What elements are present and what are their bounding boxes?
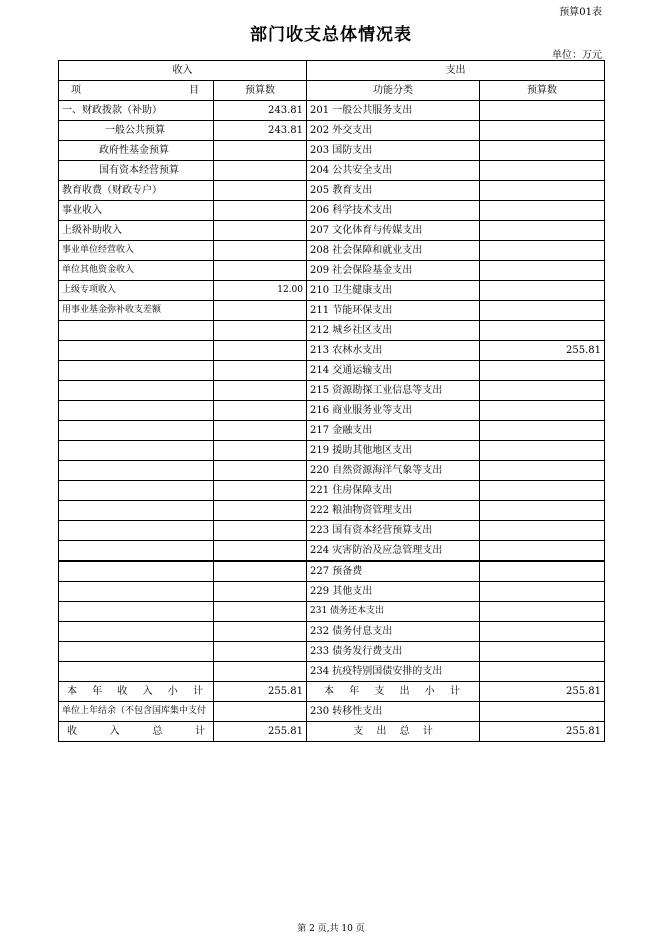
expense-value xyxy=(480,461,605,481)
income-value xyxy=(214,261,307,281)
income-item xyxy=(59,421,214,441)
income-item: 上级补助收入 xyxy=(59,221,214,241)
expense-item: 220 自然资源海洋气象等支出 xyxy=(307,461,480,481)
expense-item: 202 外交支出 xyxy=(307,121,480,141)
expense-item: 231 债务还本支出 xyxy=(307,602,480,622)
expense-value xyxy=(480,121,605,141)
income-item xyxy=(59,401,214,421)
expense-item: 214 交通运输支出 xyxy=(307,361,480,381)
income-value xyxy=(214,181,307,201)
income-item xyxy=(59,341,214,361)
table-row xyxy=(59,201,605,221)
income-item xyxy=(59,642,214,662)
expense-item: 224 灾害防治及应急管理支出 xyxy=(307,541,480,562)
income-total-char-2: 入 xyxy=(109,726,120,737)
table-row xyxy=(59,261,605,281)
expense-item: 210 卫生健康支出 xyxy=(307,281,480,301)
expense-value xyxy=(480,101,605,121)
carryover-income-label: 单位上年结余（不包含国库集中支付 xyxy=(59,702,214,722)
table-row xyxy=(59,301,605,321)
item-header-left: 项 xyxy=(71,85,81,96)
table-row xyxy=(59,421,605,441)
income-value xyxy=(214,301,307,321)
income-item xyxy=(59,461,214,481)
carryover-expense-label: 230 转移性支出 xyxy=(307,702,480,722)
expense-item: 209 社会保险基金支出 xyxy=(307,261,480,281)
table-row xyxy=(59,341,605,361)
income-value xyxy=(214,521,307,541)
table-row xyxy=(59,101,605,121)
income-item: 一、财政拨款（补助） xyxy=(59,101,214,121)
income-subtotal-label: 本 年 收 入 小 计 xyxy=(59,682,214,702)
income-value xyxy=(214,421,307,441)
expense-value xyxy=(480,321,605,341)
expense-value xyxy=(480,602,605,622)
table-row xyxy=(59,662,605,682)
expense-value xyxy=(480,161,605,181)
expense-item: 221 住房保障支出 xyxy=(307,481,480,501)
income-total-label xyxy=(59,722,214,742)
income-item xyxy=(59,361,214,381)
form-number: 预算01表 xyxy=(559,7,602,18)
income-item xyxy=(59,441,214,461)
income-value: 243.81 xyxy=(214,101,307,121)
table-row xyxy=(59,141,605,161)
expense-item: 233 债务发行费支出 xyxy=(307,642,480,662)
expense-value xyxy=(480,261,605,281)
expense-value xyxy=(480,481,605,501)
expense-value xyxy=(480,241,605,261)
expense-value xyxy=(480,381,605,401)
income-item xyxy=(59,582,214,602)
table-row xyxy=(59,501,605,521)
income-item xyxy=(59,501,214,521)
item-header xyxy=(59,81,214,101)
expense-item: 211 节能环保支出 xyxy=(307,301,480,321)
income-item: 政府性基金预算 xyxy=(59,141,214,161)
expense-item: 222 粮油物资管理支出 xyxy=(307,501,480,521)
income-item: 事业单位经营收入 xyxy=(59,241,214,261)
income-item: 用事业基金弥补收支差额 xyxy=(59,301,214,321)
expense-value xyxy=(480,501,605,521)
income-value xyxy=(214,561,307,582)
expense-value xyxy=(480,181,605,201)
income-value xyxy=(214,141,307,161)
income-item xyxy=(59,381,214,401)
income-value xyxy=(214,241,307,261)
income-value xyxy=(214,221,307,241)
income-value xyxy=(214,361,307,381)
table-row xyxy=(59,241,605,261)
budget-header: 预算数 xyxy=(214,81,307,101)
income-item: 事业收入 xyxy=(59,201,214,221)
expense-value xyxy=(480,421,605,441)
carryover-row xyxy=(59,702,605,722)
table-row xyxy=(59,321,605,341)
income-item xyxy=(59,662,214,682)
income-item: 教育收费（财政专户） xyxy=(59,181,214,201)
income-value xyxy=(214,381,307,401)
table-row xyxy=(59,381,605,401)
subtotal-row xyxy=(59,682,605,702)
income-value xyxy=(214,541,307,562)
expense-total-label: 支 出 总 计 xyxy=(307,722,480,742)
income-value xyxy=(214,461,307,481)
expense-total-value: 255.81 xyxy=(480,722,605,742)
income-value xyxy=(214,201,307,221)
expense-value xyxy=(480,561,605,582)
income-value xyxy=(214,662,307,682)
income-total-char-3: 总 xyxy=(152,726,163,737)
income-value xyxy=(214,642,307,662)
expense-value xyxy=(480,582,605,602)
table-row xyxy=(59,441,605,461)
income-total-char-4: 计 xyxy=(194,726,205,737)
unit-label: 单位：万元 xyxy=(552,50,602,61)
expense-value xyxy=(480,221,605,241)
table-row xyxy=(59,582,605,602)
income-header: 收入 xyxy=(59,61,307,81)
income-item: 单位其他资金收入 xyxy=(59,261,214,281)
total-row xyxy=(59,722,605,742)
carryover-income-value xyxy=(214,702,307,722)
expense-value xyxy=(480,361,605,381)
income-item: 一般公共预算 xyxy=(59,121,214,141)
income-value xyxy=(214,622,307,642)
income-subtotal-value: 255.81 xyxy=(214,682,307,702)
expense-value xyxy=(480,201,605,221)
expense-item: 213 农林水支出 xyxy=(307,341,480,361)
income-value xyxy=(214,481,307,501)
income-item: 国有资本经营预算 xyxy=(59,161,214,181)
expense-item: 219 援助其他地区支出 xyxy=(307,441,480,461)
expense-subtotal-label: 本 年 支 出 小 计 xyxy=(307,682,480,702)
income-total-char-1: 收 xyxy=(67,726,77,737)
expense-item: 205 教育支出 xyxy=(307,181,480,201)
income-value xyxy=(214,582,307,602)
expense-item: 207 文化体育与传媒支出 xyxy=(307,221,480,241)
table-row xyxy=(59,361,605,381)
income-value: 243.81 xyxy=(214,121,307,141)
income-value xyxy=(214,401,307,421)
table-row xyxy=(59,461,605,481)
income-total-value: 255.81 xyxy=(214,722,307,742)
income-item xyxy=(59,541,214,562)
budget-table xyxy=(58,60,605,742)
table-row xyxy=(59,622,605,642)
table-row xyxy=(59,121,605,141)
expense-item: 201 一般公共服务支出 xyxy=(307,101,480,121)
income-value xyxy=(214,341,307,361)
income-item xyxy=(59,321,214,341)
carryover-expense-value xyxy=(480,702,605,722)
expense-value xyxy=(480,622,605,642)
expense-header: 支出 xyxy=(307,61,605,81)
income-item xyxy=(59,602,214,622)
income-value xyxy=(214,161,307,181)
expense-item: 215 资源勘探工业信息等支出 xyxy=(307,381,480,401)
income-value xyxy=(214,602,307,622)
expense-item: 232 债务付息支出 xyxy=(307,622,480,642)
income-item xyxy=(59,521,214,541)
expense-value xyxy=(480,141,605,161)
table-row xyxy=(59,401,605,421)
page-footer: 第 2 页,共 10 页 xyxy=(297,924,365,934)
table-row xyxy=(59,541,605,562)
income-value xyxy=(214,321,307,341)
income-item: 上级专项收入 xyxy=(59,281,214,301)
expense-item: 212 城乡社区支出 xyxy=(307,321,480,341)
income-value: 12.00 xyxy=(214,281,307,301)
table-row xyxy=(59,602,605,622)
table-row xyxy=(59,481,605,501)
income-item xyxy=(59,481,214,501)
expense-item: 227 预备费 xyxy=(307,561,480,582)
expense-item: 204 公共安全支出 xyxy=(307,161,480,181)
function-header: 功能分类 xyxy=(307,81,480,101)
budget-header-2: 预算数 xyxy=(480,81,605,101)
expense-value xyxy=(480,541,605,562)
expense-subtotal-value: 255.81 xyxy=(480,682,605,702)
table-row xyxy=(59,161,605,181)
expense-value: 255.81 xyxy=(480,341,605,361)
income-value xyxy=(214,441,307,461)
income-item xyxy=(59,622,214,642)
table-row xyxy=(59,181,605,201)
expense-item: 208 社会保障和就业支出 xyxy=(307,241,480,261)
expense-value xyxy=(480,401,605,421)
expense-value xyxy=(480,521,605,541)
expense-value xyxy=(480,281,605,301)
expense-item: 206 科学技术支出 xyxy=(307,201,480,221)
table-row xyxy=(59,521,605,541)
table-row xyxy=(59,221,605,241)
page-title: 部门收支总体情况表 xyxy=(250,25,412,45)
expense-item: 217 金融支出 xyxy=(307,421,480,441)
table-row xyxy=(59,642,605,662)
item-header-right: 目 xyxy=(189,85,199,96)
income-value xyxy=(214,501,307,521)
expense-value xyxy=(480,642,605,662)
expense-item: 234 抗疫特别国债安排的支出 xyxy=(307,662,480,682)
table-row xyxy=(59,561,605,582)
income-item xyxy=(59,561,214,582)
expense-item: 203 国防支出 xyxy=(307,141,480,161)
expense-item: 223 国有资本经营预算支出 xyxy=(307,521,480,541)
expense-item: 216 商业服务业等支出 xyxy=(307,401,480,421)
expense-item: 229 其他支出 xyxy=(307,582,480,602)
expense-value xyxy=(480,662,605,682)
expense-value xyxy=(480,441,605,461)
table-row xyxy=(59,281,605,301)
expense-value xyxy=(480,301,605,321)
